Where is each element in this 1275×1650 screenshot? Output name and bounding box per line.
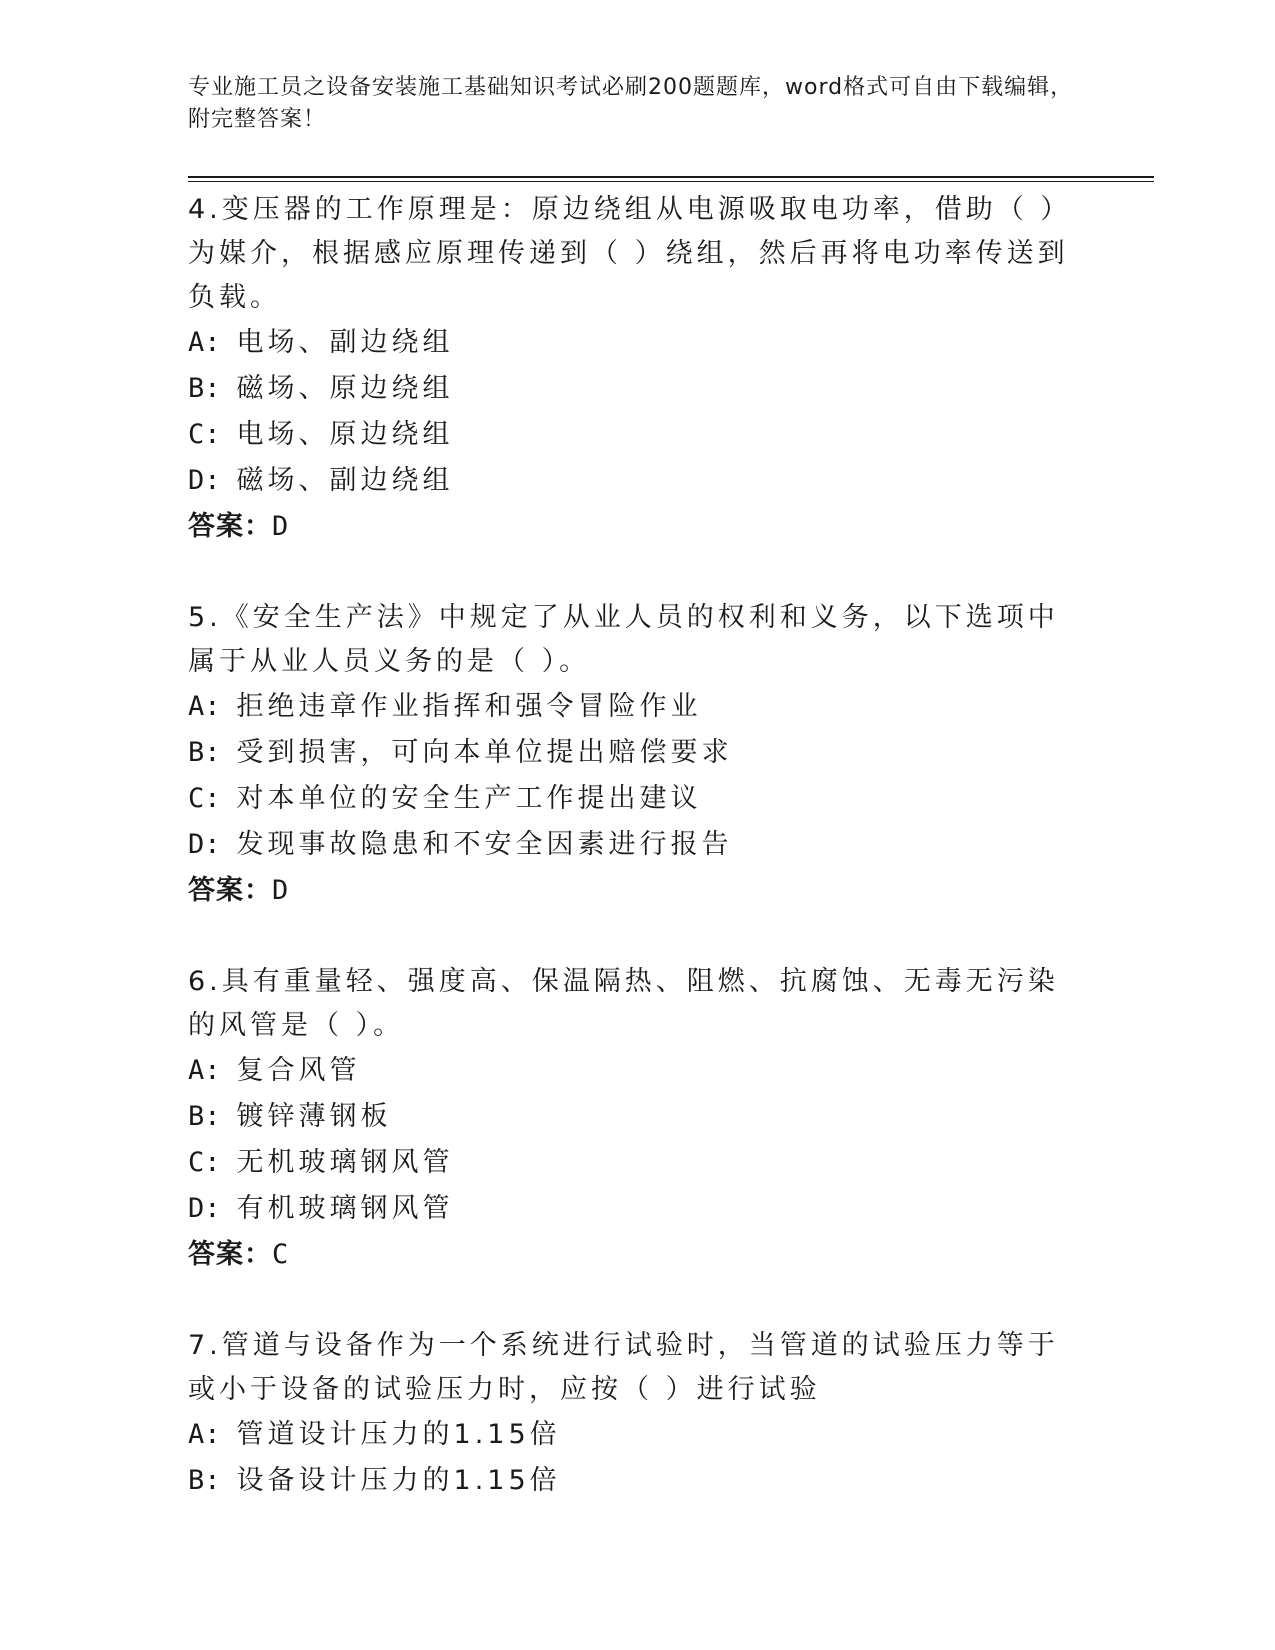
question-text: 5.《安全生产法》中规定了从业人员的权利和义务，以下选项中属于从业人员义务的是（ ）。 (188, 602, 1059, 677)
option-text: 有机玻璃钢风管 (236, 1193, 454, 1224)
question-5 (188, 596, 1088, 914)
option-c (188, 1140, 1088, 1186)
option-letter: B: (188, 1101, 221, 1132)
option-letter: A: (188, 327, 221, 358)
option-text: 磁场、副边绕组 (236, 465, 454, 496)
answer-line (188, 868, 1088, 914)
answer-label: 答案： (188, 511, 272, 542)
answer-value: D (272, 875, 290, 906)
option-a (188, 684, 1088, 730)
option-text: 复合风管 (236, 1055, 361, 1086)
question-7 (188, 1324, 1088, 1504)
question-6 (188, 960, 1088, 1278)
option-letter: B: (188, 373, 221, 404)
option-letter: C: (188, 783, 221, 814)
option-text: 受到损害，可向本单位提出赔偿要求 (236, 737, 733, 768)
header-divider-thin (188, 181, 1154, 182)
option-b (188, 1458, 1088, 1504)
option-text: 电场、原边绕组 (236, 419, 454, 450)
option-text: 磁场、原边绕组 (236, 373, 454, 404)
option-a (188, 320, 1088, 366)
option-letter: D: (188, 1193, 221, 1224)
option-d (188, 822, 1088, 868)
option-c (188, 412, 1088, 458)
option-letter: D: (188, 465, 221, 496)
option-text: 镀锌薄钢板 (236, 1101, 392, 1132)
option-d (188, 1186, 1088, 1232)
option-letter: A: (188, 1055, 221, 1086)
answer-label: 答案： (188, 875, 272, 906)
question-text: 6.具有重量轻、强度高、保温隔热、阻燃、抗腐蚀、无毒无污染的风管是（ ）。 (188, 966, 1059, 1041)
answer-value: D (272, 511, 290, 542)
option-letter: C: (188, 1147, 221, 1178)
header-divider-thick (188, 176, 1154, 178)
option-c (188, 776, 1088, 822)
option-letter: A: (188, 1419, 221, 1450)
option-b (188, 366, 1088, 412)
option-text: 对本单位的安全生产工作提出建议 (236, 783, 702, 814)
option-letter: A: (188, 691, 221, 722)
option-b (188, 1094, 1088, 1140)
option-text: 管道设计压力的1.15倍 (236, 1419, 561, 1450)
option-text: 设备设计压力的1.15倍 (236, 1465, 561, 1496)
question-text: 4.变压器的工作原理是：原边绕组从电源吸取电功率，借助（ ）为媒介，根据感应原理传递到（ ）绕组，然后再将电功率传送到负载。 (188, 194, 1072, 313)
answer-label: 答案： (188, 1239, 272, 1270)
option-text: 拒绝违章作业指挥和强令冒险作业 (236, 691, 702, 722)
option-b (188, 730, 1088, 776)
option-letter: B: (188, 737, 221, 768)
option-text: 发现事故隐患和不安全因素进行报告 (236, 829, 733, 860)
answer-value: C (272, 1239, 290, 1270)
option-letter: D: (188, 829, 221, 860)
answer-line (188, 1232, 1088, 1278)
option-a (188, 1048, 1088, 1094)
option-text: 无机玻璃钢风管 (236, 1147, 454, 1178)
option-letter: B: (188, 1465, 221, 1496)
option-letter: C: (188, 419, 221, 450)
question-text: 7.管道与设备作为一个系统进行试验时，当管道的试验压力等于或小于设备的试验压力时，应按（ ）进行试验 (188, 1330, 1059, 1405)
answer-line (188, 504, 1088, 550)
option-d (188, 458, 1088, 504)
option-text: 电场、副边绕组 (236, 327, 454, 358)
question-4 (188, 188, 1088, 550)
option-a (188, 1412, 1088, 1458)
document-header-title: 专业施工员之设备安装施工基础知识考试必刷200题题库，word格式可自由下载编辑，附完整答案！ (188, 75, 1074, 132)
question-list (188, 188, 1088, 1550)
